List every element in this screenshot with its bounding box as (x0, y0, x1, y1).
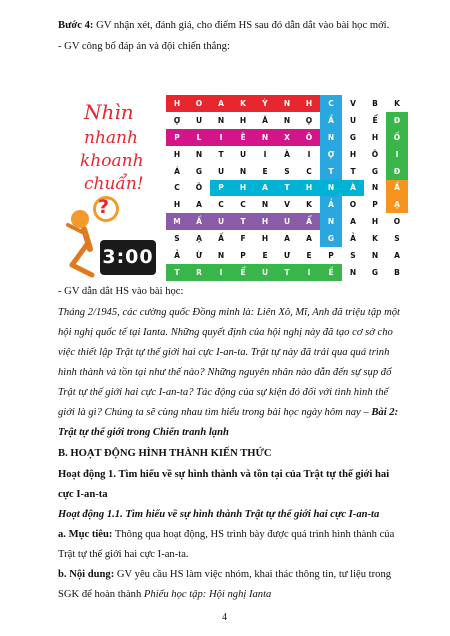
grid-cell: G (364, 163, 386, 180)
grid-cell: U (342, 112, 364, 129)
grid-cell: Đ (386, 163, 408, 180)
grid-cell: T (232, 213, 254, 230)
noi-dung-cont-italic: Phiếu học tập: Hội nghị Ianta (143, 589, 272, 600)
muc-tieu-line (58, 528, 394, 541)
grid-cell: S (342, 247, 364, 264)
para-line-4: hình thành và tồn tại như thế nào? Những nguyên nhân nào dẫn đến sự sụp đổ (58, 367, 392, 378)
grid-cell: P (166, 129, 188, 146)
para-line-1: Tháng 2/1945, các cường quốc Đồng minh là: Liên Xô, Mĩ, Anh đã triệu tập một (58, 307, 400, 318)
para-line-6 (58, 406, 398, 419)
grid-cell: C (298, 163, 320, 180)
grid-cell: N (342, 264, 364, 281)
grid-cell: Ầ (320, 112, 342, 129)
para-line-6-italic: giới là gì? Chúng ta sẽ cùng nhau tìm hiểu trong bài học ngày hôm nay – (58, 407, 372, 418)
grid-cell: G (320, 230, 342, 247)
grid-cell: Ạ (386, 196, 408, 213)
grid-cell: I (210, 264, 232, 281)
grid-cell: P (210, 180, 232, 197)
grid-cell: H (298, 95, 320, 112)
grid-cell: T (342, 163, 364, 180)
grid-cell: N (320, 213, 342, 230)
grid-cell: P (232, 247, 254, 264)
grid-cell: K (232, 95, 254, 112)
grid-cell: Đ (386, 112, 408, 129)
grid-cell: Ả (166, 247, 188, 264)
page-number: 4 (222, 612, 227, 623)
grid-cell: N (232, 163, 254, 180)
grid-cell: Ả (342, 230, 364, 247)
grid-cell: H (364, 129, 386, 146)
grid-cell: S (386, 230, 408, 247)
grid-cell: A (298, 230, 320, 247)
grid-cell: H (232, 112, 254, 129)
grid-cell: C (232, 196, 254, 213)
slogan-line-4: chuẩn! (84, 174, 144, 194)
grid-cell: U (254, 264, 276, 281)
grid-cell: I (210, 129, 232, 146)
grid-cell: N (188, 146, 210, 163)
grid-cell: N (320, 180, 342, 197)
grid-cell: H (166, 146, 188, 163)
grid-cell: A (276, 230, 298, 247)
grid-cell: C (320, 95, 342, 112)
grid-cell: U (188, 112, 210, 129)
grid-cell: P (364, 196, 386, 213)
muc-tieu-cont: Trật tự thế giới hai cực I-an-ta. (58, 549, 189, 560)
noi-dung-cont (58, 588, 271, 601)
para-line-5: Trật tự thế giới hai cực I-an-ta? Tác động của sự kiện đó đối với tình hình thế (58, 387, 389, 398)
step4-line (58, 19, 389, 32)
grid-cell: Ô (188, 180, 210, 197)
grid-cell: N (364, 180, 386, 197)
grid-cell: N (210, 112, 232, 129)
grid-cell: N (364, 247, 386, 264)
grid-cell: À (276, 146, 298, 163)
grid-cell: G (342, 129, 364, 146)
grid-cell: K (364, 230, 386, 247)
grid-cell: U (210, 163, 232, 180)
grid-cell: A (210, 95, 232, 112)
grid-cell: N (210, 247, 232, 264)
grid-cell: H (254, 213, 276, 230)
grid-cell: G (188, 163, 210, 180)
grid-cell: I (254, 146, 276, 163)
grid-cell: T (276, 264, 298, 281)
grid-cell: M (166, 213, 188, 230)
grid-cell: R (188, 264, 210, 281)
grid-cell: V (342, 95, 364, 112)
grid-cell: C (166, 180, 188, 197)
slogan-line-3: khoanh (80, 151, 144, 171)
grid-cell: B (364, 95, 386, 112)
grid-cell: Ă (254, 112, 276, 129)
para-line-2: hội nghị quốc tế tại Ianta. Những quyết định của hội nghị này đã tạo cơ sở cho (58, 327, 393, 338)
muc-tieu-text: Thông qua hoạt động, HS trình bày được quá trình hình thành của (112, 529, 395, 540)
grid-cell: A (188, 196, 210, 213)
timer: 3:00 (100, 240, 156, 275)
grid-cell: Ợ (320, 146, 342, 163)
grid-cell: Ê (232, 129, 254, 146)
grid-cell: Ạ (188, 230, 210, 247)
grid-cell: H (166, 196, 188, 213)
grid-cell: B (386, 264, 408, 281)
grid-cell: T (320, 163, 342, 180)
grid-cell: E (254, 247, 276, 264)
slogan-line-2: nhanh (84, 128, 138, 148)
grid-cell: Ô (298, 129, 320, 146)
grid-cell: T (166, 264, 188, 281)
grid-cell: O (386, 213, 408, 230)
grid-cell: Ô (364, 146, 386, 163)
grid-cell: U (232, 146, 254, 163)
grid-cell: Ể (364, 112, 386, 129)
grid-cell: Ọ (298, 112, 320, 129)
grid-cell: X (276, 129, 298, 146)
grid-cell: Ả (320, 196, 342, 213)
activity1-line-2: cực I-an-ta (58, 489, 108, 500)
grid-cell: F (232, 230, 254, 247)
grid-cell: S (276, 163, 298, 180)
lead-in-line: - GV dẫn dắt HS vào bài học: (58, 286, 184, 297)
grid-cell: Ẩ (298, 213, 320, 230)
grid-cell: L (188, 129, 210, 146)
grid-cell: H (232, 180, 254, 197)
grid-cell: N (276, 95, 298, 112)
noi-dung-text: GV yêu cầu HS làm việc nhóm, khai thác thông tin, tư liệu trong (114, 569, 392, 580)
para-line-6-bold: Bài 2: (371, 407, 399, 418)
grid-cell: A (386, 247, 408, 264)
step4-text: GV nhận xét, đánh giá, cho điểm HS sau đó dẫn dắt vào bài học mới. (93, 20, 390, 31)
grid-cell: G (364, 264, 386, 281)
grid-cell: Ư (276, 247, 298, 264)
grid-cell: Á (166, 163, 188, 180)
grid-cell: T (210, 146, 232, 163)
grid-cell: S (166, 230, 188, 247)
question-mark: ? (98, 196, 110, 218)
grid-cell: O (342, 196, 364, 213)
grid-cell: C (210, 196, 232, 213)
grid-cell: I (386, 146, 408, 163)
grid-cell: H (364, 213, 386, 230)
grid-cell: À (342, 180, 364, 197)
grid-cell: Ỳ (254, 95, 276, 112)
grid-cell: H (298, 180, 320, 197)
grid-cell: N (254, 129, 276, 146)
grid-cell: Ể (232, 264, 254, 281)
grid-cell: H (342, 146, 364, 163)
grid-cell: N (320, 129, 342, 146)
para-line-3: việc thiết lập Trật tự thế giới hai cực I-an-ta. Trật tự này đã trải qua quá trình (58, 347, 390, 358)
grid-cell: H (166, 95, 188, 112)
announce-line: - GV công bố đáp án và đội chiến thắng: (58, 41, 230, 52)
muc-tieu-label: a. Mục tiêu: (58, 529, 113, 540)
grid-cell: K (298, 196, 320, 213)
activity1-line-1: Hoạt động 1. Tìm hiểu về sự hình thành và tồn tại của Trật tự thế giới hai (58, 469, 390, 480)
grid-cell: H (254, 230, 276, 247)
activity11-heading: Hoạt động 1.1. Tìm hiểu về sự hình thành Trật tự thế giới hai cực I-an-ta (58, 509, 380, 520)
grid-cell: A (342, 213, 364, 230)
grid-cell: U (276, 213, 298, 230)
word-search-grid (166, 95, 408, 281)
step4-label: Bước 4: (58, 20, 94, 31)
grid-cell: Ừ (188, 247, 210, 264)
grid-cell: O (188, 95, 210, 112)
grid-cell: I (298, 146, 320, 163)
grid-cell: E (298, 247, 320, 264)
grid-cell: U (210, 213, 232, 230)
grid-cell: Ề (320, 264, 342, 281)
lesson-title: Trật tự thế giới trong Chiến tranh lạnh (58, 427, 229, 438)
noi-dung-label: b. Nội dung: (58, 569, 115, 580)
grid-cell: Ấ (210, 230, 232, 247)
noi-dung-cont-plain: SGK để hoàn thành (58, 589, 144, 600)
section-heading-b: B. HOẠT ĐỘNG HÌNH THÀNH KIẾN THỨC (58, 448, 272, 459)
grid-cell: I (298, 264, 320, 281)
grid-cell: V (276, 196, 298, 213)
grid-cell: Ố (386, 129, 408, 146)
slogan-line-1: Nhìn (84, 100, 134, 124)
grid-cell: Ợ (166, 112, 188, 129)
grid-cell: P (320, 247, 342, 264)
grid-cell: N (276, 112, 298, 129)
grid-cell: E (254, 163, 276, 180)
grid-cell: Ấ (386, 180, 408, 197)
grid-cell: Ấ (188, 213, 210, 230)
grid-cell: A (254, 180, 276, 197)
grid-cell: K (386, 95, 408, 112)
noi-dung-line (58, 568, 391, 581)
grid-cell: T (276, 180, 298, 197)
grid-cell: N (254, 196, 276, 213)
